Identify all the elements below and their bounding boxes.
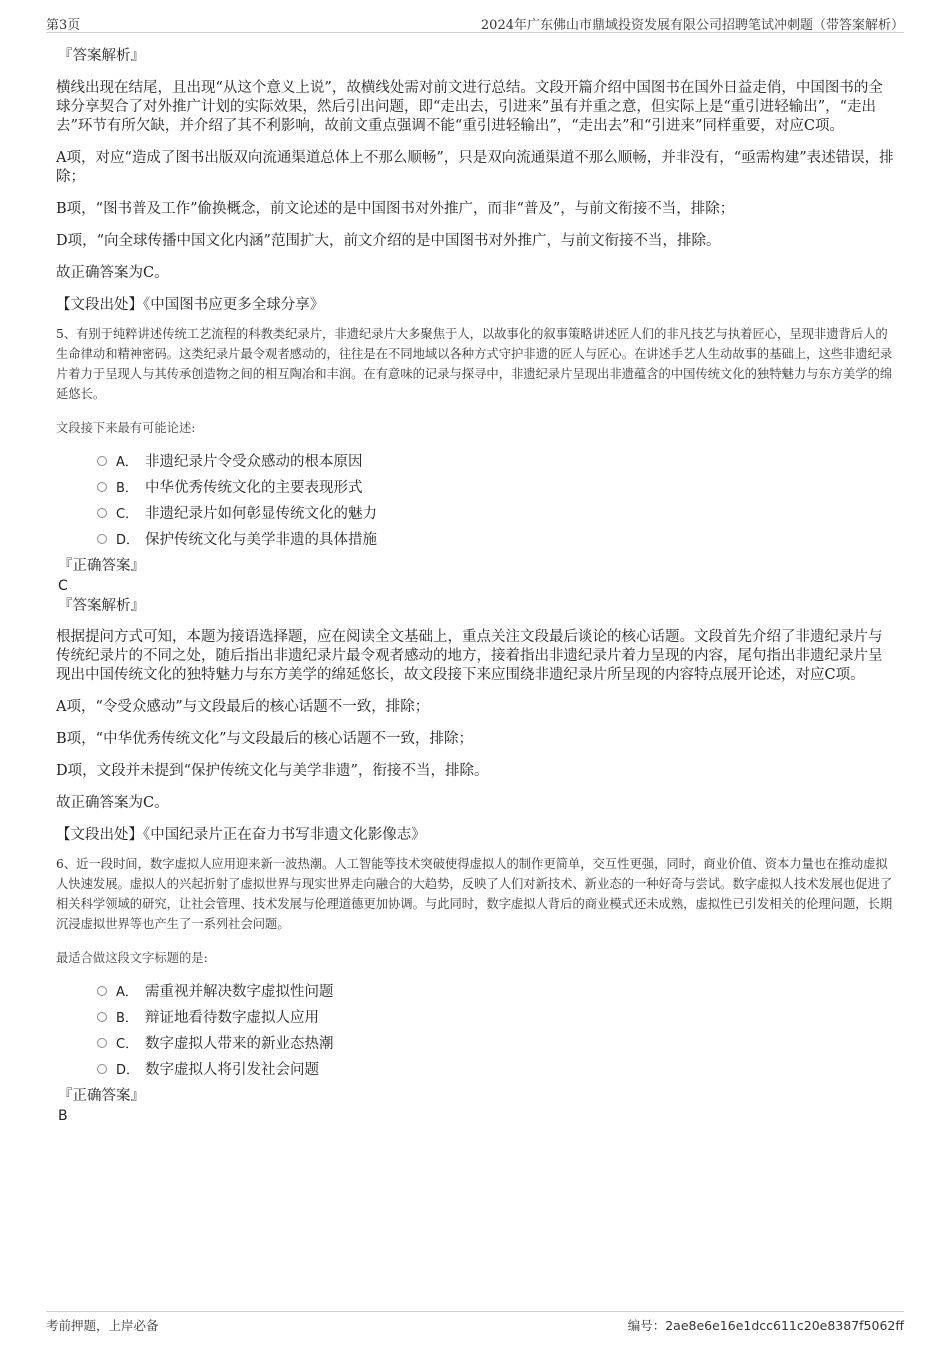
- radio-icon[interactable]: [97, 986, 107, 996]
- question-5-text: 5、有别于纯粹讲述传统工艺流程的科教类纪录片，非遗纪录片大多聚焦于人，以故事化的叙事策略讲述匠人们的非凡技艺与执着匠心，呈现非遗背后人的生命律动和精神密码。这类纪录片最令观者感动的，往往是在不同地域以各种方式守护非遗的匠人与匠心。在讲述手艺人生动故事的基础上，这些非遗纪录片着力于呈现人与其传承创造物之间的相互陶冶和丰润。在有意味的记录与探寻中，非遗纪录片呈现出非遗蕴含的中国传统文化的独特魅力与东方美学的绵延悠长。: [56, 327, 893, 401]
- correct-answer: B: [58, 1108, 68, 1124]
- option-a-explanation: A项，“令受众感动”与文段最后的核心话题不一致，排除；: [56, 699, 430, 715]
- radio-icon[interactable]: [97, 456, 107, 466]
- option-d[interactable]: D． 数字虚拟人将引发社会问题: [56, 1056, 896, 1082]
- page-header: [46, 12, 904, 33]
- radio-icon[interactable]: [97, 1012, 107, 1022]
- option-d[interactable]: D． 保护传统文化与美学非遗的具体措施: [56, 526, 896, 552]
- conclusion: 故正确答案为C。: [56, 265, 169, 281]
- option-d-explanation: D项，“向全球传播中国文化内涵”范围扩大，前文介绍的是中国图书对外推广，与前文衔接不当，排除。: [56, 233, 721, 249]
- option-c[interactable]: C． 数字虚拟人带来的新业态热潮: [56, 1030, 896, 1056]
- radio-icon[interactable]: [97, 1038, 107, 1048]
- document-body: [56, 46, 896, 1126]
- analysis-text: 横线出现在结尾，且出现“从这个意义上说”，故横线处需对前文进行总结。文段开篇介绍中国图书在国外日益走俏，中国图书的全球分享契合了对外推广计划的实际效果，然后引出问题，即“走出去，引进来”虽有并重之意，但实际上是“重引进轻输出”，“走出去”环节有所欠缺，并介绍了其不利影响，故前文重点强调不能“重引进轻输出”，“走出去”和“引进来”同样重要，对应C项。: [56, 80, 883, 134]
- document-id: 编号：2ae8e6e16e1dcc611c20e8387f5062ff: [627, 1318, 904, 1333]
- page-footer: [46, 1311, 904, 1334]
- source-citation: 【文段出处】《中国纪录片正在奋力书写非遗文化影像志》: [56, 827, 426, 843]
- footer-slogan: 考前押题，上岸必备: [46, 1318, 159, 1333]
- conclusion: 故正确答案为C。: [56, 795, 169, 811]
- question-6-text: 6、近一段时间，数字虚拟人应用迎来新一波热潮。人工智能等技术突破使得虚拟人的制作更简单，交互性更强，同时，商业价值、资本力量也在推动虚拟人快速发展。虚拟人的兴起折射了虚拟世界与现实世界走向融合的大趋势，反映了人们对新技术、新业态的一种好奇与尝试。数字虚拟人技术发展也促进了相关科学领域的研究，让社会管理、技术发展与伦理道德更加协调。与此同时，数字虚拟人背后的商业模式还未成熟，虚拟性已引发相关的伦理问题，长期沉浸虚拟世界等也产生了一系列社会问题。: [56, 857, 893, 931]
- correct-answer-tag: 『正确答案』: [58, 1088, 145, 1104]
- option-b-explanation: B项，“中华优秀传统文化”与文段最后的核心话题不一致，排除；: [56, 731, 473, 747]
- question-6-options: [56, 978, 896, 1082]
- option-b-explanation: B项，“图书普及工作”偷换概念，前文论述的是中国图书对外推广，而非“普及”，与前文衔接不当，排除；: [56, 201, 735, 217]
- document-title: 2024年广东佛山市鼎域投资发展有限公司招聘笔试冲刺题（带答案解析）: [480, 18, 904, 33]
- option-a[interactable]: A． 非遗纪录片令受众感动的根本原因: [56, 448, 896, 474]
- radio-icon[interactable]: [97, 508, 107, 518]
- option-b[interactable]: B． 中华优秀传统文化的主要表现形式: [56, 474, 896, 500]
- option-a[interactable]: A． 需重视并解决数字虚拟性问题: [56, 978, 896, 1004]
- question-5-options: [56, 448, 896, 552]
- option-d-explanation: D项，文段并未提到“保护传统文化与美学非遗”，衔接不当，排除。: [56, 763, 489, 779]
- radio-icon[interactable]: [97, 482, 107, 492]
- option-a-explanation: A项，对应“造成了图书出版双向流通渠道总体上不那么顺畅”，只是双向流通渠道不那么顺畅，并非没有，“亟需构建”表述错误，排除；: [56, 150, 894, 185]
- radio-icon[interactable]: [97, 1064, 107, 1074]
- page-number: 第3页: [46, 18, 81, 33]
- radio-icon[interactable]: [97, 534, 107, 544]
- analysis-text: 根据提问方式可知，本题为接语选择题，应在阅读全文基础上，重点关注文段最后谈论的核心话题。文段首先介绍了非遗纪录片与传统纪录片的不同之处，随后指出非遗纪录片最令观者感动的地方，接着指出非遗纪录片着力呈现的内容，尾句指出非遗纪录片呈现出中国传统文化的独特魅力与东方美学的绵延悠长，故文段接下来应围绕非遗纪录片所呈现的内容特点展开论述，对应C项。: [56, 629, 883, 683]
- question-5-prompt: 文段接下来最有可能论述:: [56, 421, 196, 435]
- option-b[interactable]: B． 辩证地看待数字虚拟人应用: [56, 1004, 896, 1030]
- analysis-tag: 『答案解析』: [58, 598, 145, 614]
- correct-answer: C: [58, 578, 68, 594]
- analysis-tag: 『答案解析』: [58, 48, 145, 64]
- question-6-prompt: 最适合做这段文字标题的是:: [56, 951, 208, 965]
- source-citation: 【文段出处】《中国图书应更多全球分享》: [56, 297, 325, 313]
- correct-answer-tag: 『正确答案』: [58, 558, 145, 574]
- option-c[interactable]: C． 非遗纪录片如何彰显传统文化的魅力: [56, 500, 896, 526]
